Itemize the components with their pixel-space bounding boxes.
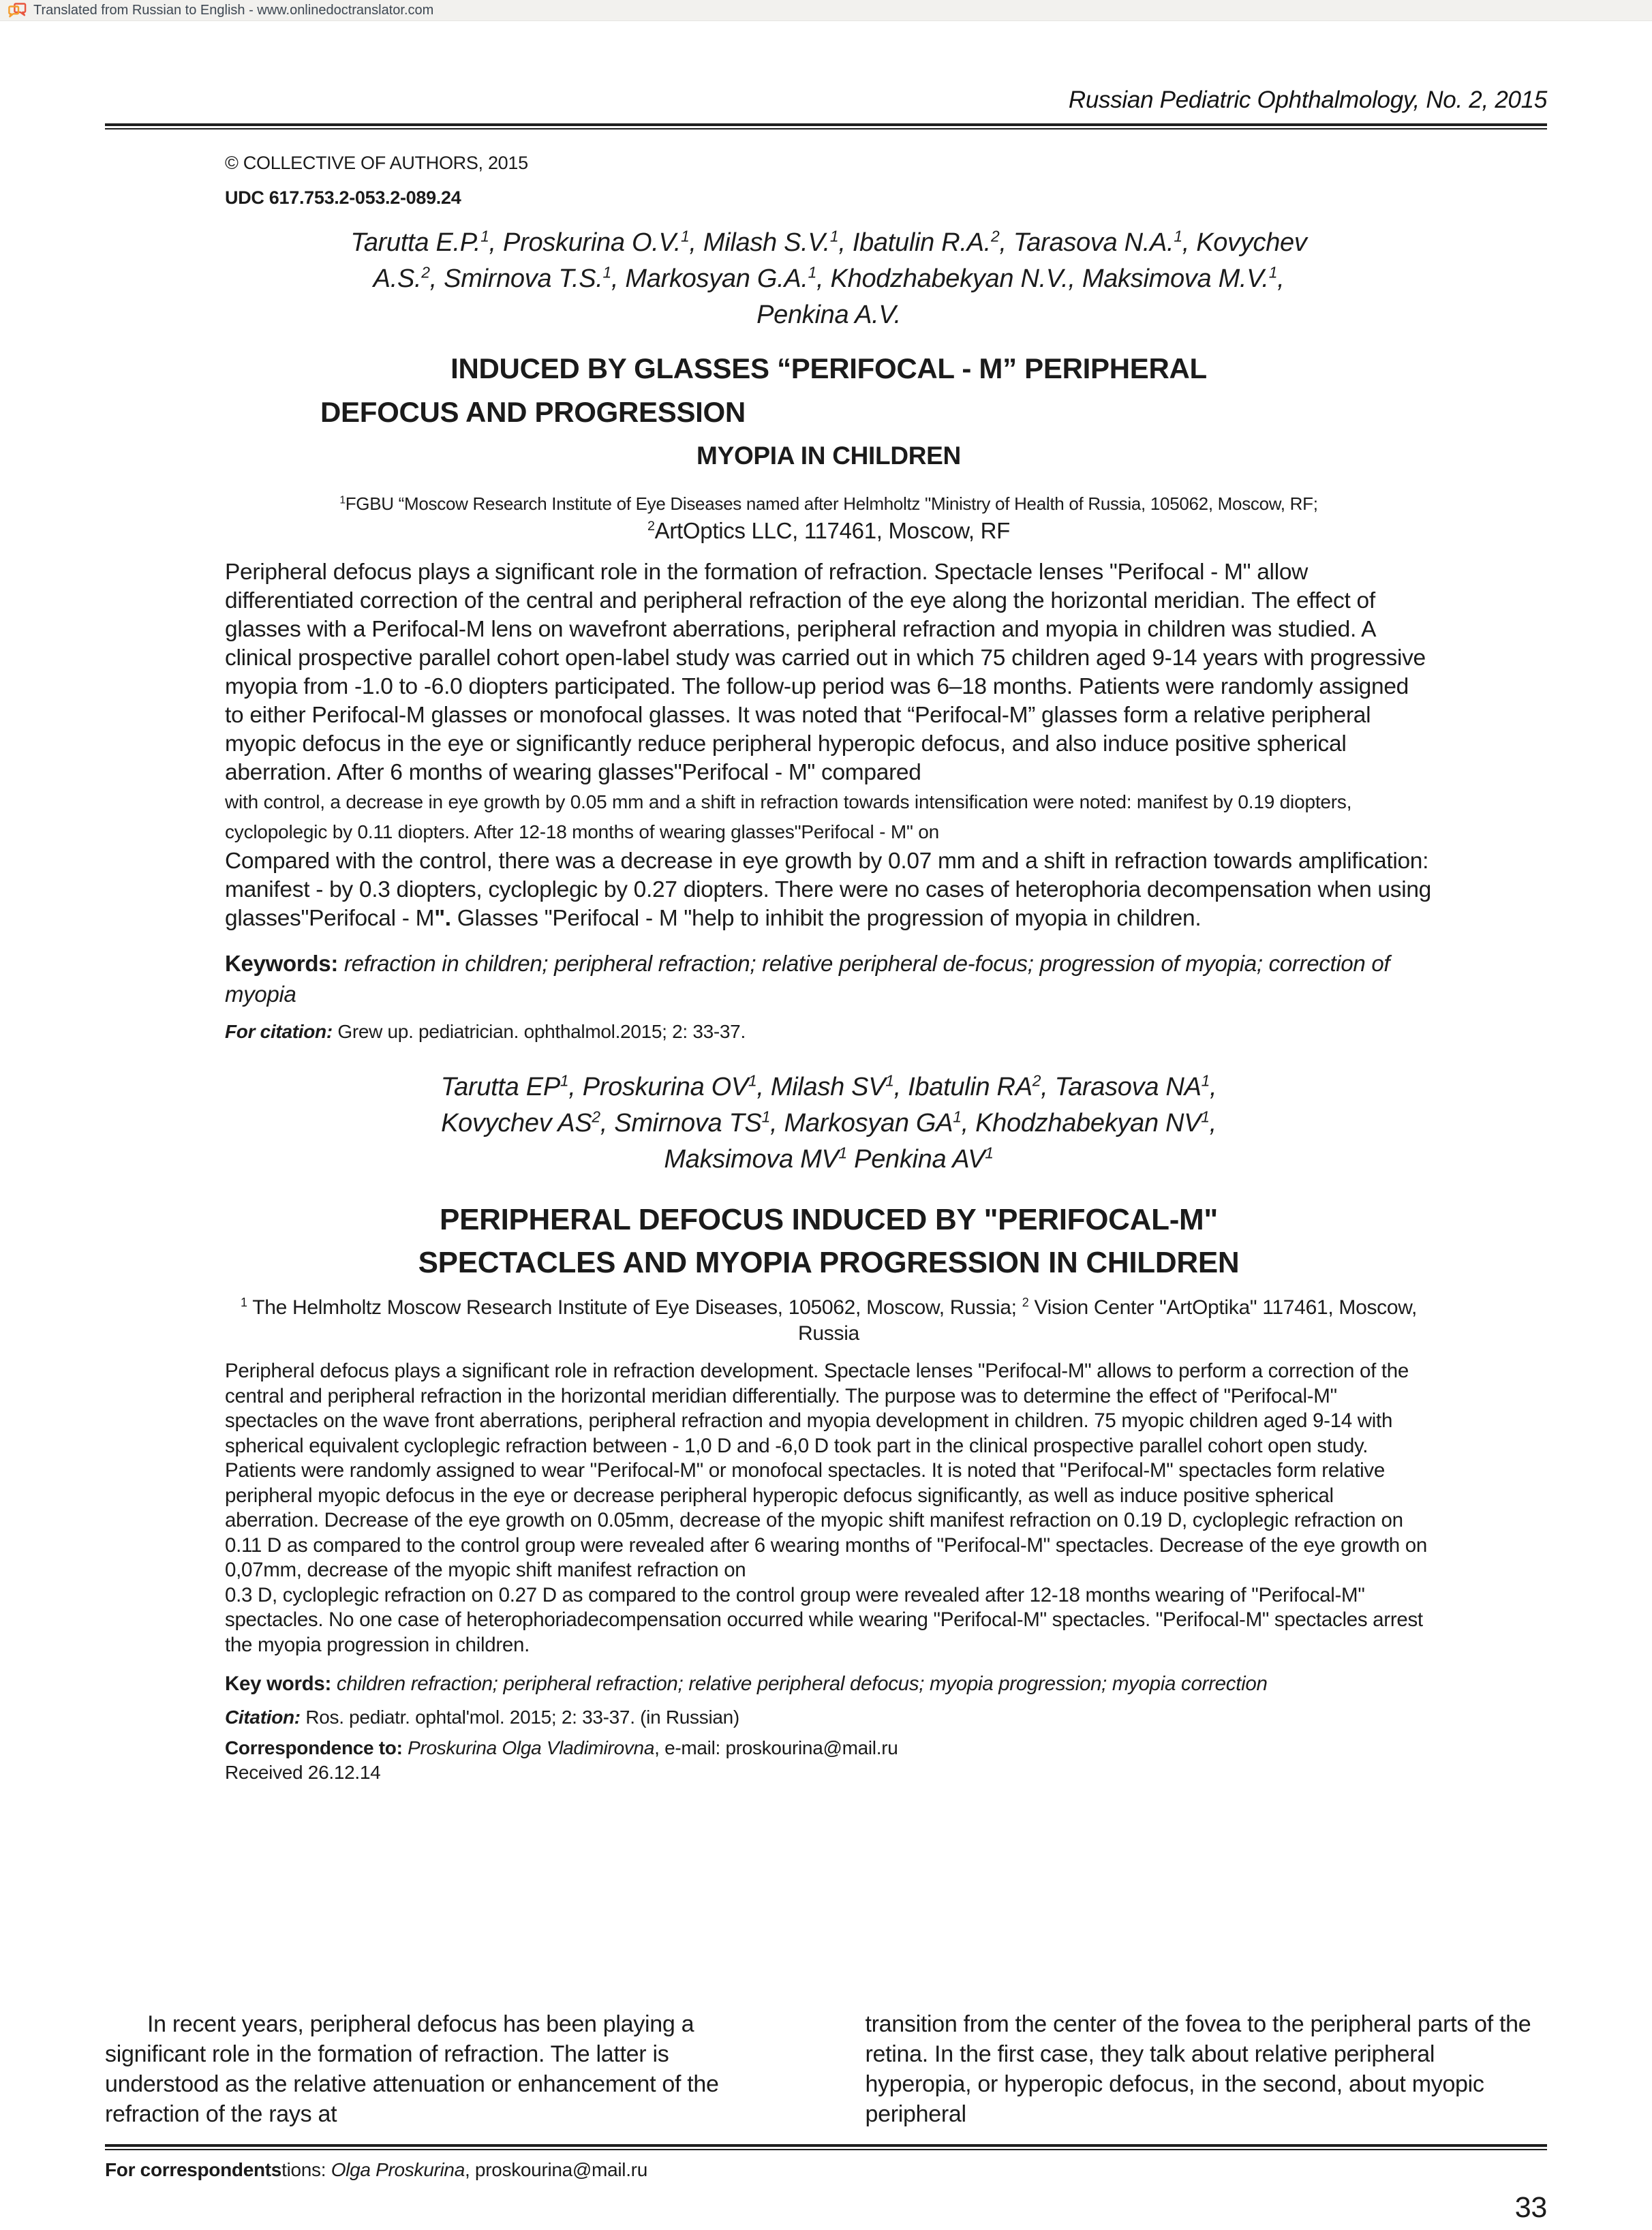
body-column-right [866,2009,1548,2129]
translator-banner[interactable] [0,0,1652,21]
udc-line: UDC 617.753.2-053.2-089.24 [225,187,461,208]
footer-rule [105,2144,1547,2150]
body-text-right: transition from the center of the fovea to the peripheral parts of the retina. In the first case, they talk about relative peripheral hyperopia, or hyperopic defocus, in the second, about myopic peripheral [865,2011,1531,2127]
copyright-line: © COLLECTIVE OF AUTHORS, 2015 [225,153,528,173]
article-title-ru [225,347,1433,478]
abstract-ru-paragraph-3: Compared with the control, there was a decrease in eye growth by 0.07 mm and a shift in refraction towards amplification: manifest - by 0.3 diopters, cycloplegic by 0.27 diopters. There were no cases of heterophoria decompensation when using glasses"Perifocal - M". Glasses "Perifocal - M "help to inhibit the progression of myopia in children. [225,849,1431,931]
authors-ru-line: A.S.$^2$, Smirnova T.S.$^1$, Markosyan G.A.$^1$, Khodzhabekyan N.V., Maksimova M.V.$^1$, [373,263,1285,293]
affiliation-ru-1: $^1$FGBU “Moscow Research Institute of Eye Diseases named after Helmholtz "Ministry of Health of Russia, 105062, Moscow, RF; [339,493,1318,514]
abstract-ru-paragraph-2: with control, a decrease in eye growth by 0.05 mm and a shift in refraction towards intensification were noted: manifest by 0.19 diopters, cyclopolegic by 0.11 diopters. After 12-18 months of wearing glasses"Perifocal - M" on [225,791,1352,842]
authors-ru-line: Penkina A.V. [756,301,901,329]
page-number: 33 [1514,2191,1547,2224]
article-title-ru-line3: MYOPIA IN CHILDREN [697,442,961,470]
affiliation-ru-2: $^2$ArtOptics LLC, 117461, Moscow, RF [647,518,1011,543]
authors-ru [225,225,1433,333]
journal-title: Russian Pediatric Ophthalmology, No. 2, 2015 [1068,87,1547,113]
header-rule [105,123,1547,129]
authors-en-line: Maksimova $MV^1$ Penkina $AV^1$ [664,1144,994,1174]
body-columns [105,2009,1547,2129]
abstract-ru-paragraph-1: Peripheral defocus plays a significant role in the formation of refraction. Spectacle lenses "Perifocal - M" allow differentiated correction of the central and peripheral refraction of the eye along the horizontal meridian. The effect of glasses with a Perifocal-M lens on wavefront aberrations, peripheral refraction and myopia in children was studied. A clinical prospective parallel cohort open-label study was carried out in which 75 children aged 9-14 years with progressive myopia from -1.0 to -6.0 diopters participated. The follow-up period was 6–18 months. Patients were randomly assigned to either Perifocal-M glasses or monofocal glasses. It was noted that “Perifocal-M” glasses form a relative peripheral myopic defocus in the eye or significantly reduce peripheral hyperopic defocus, and also induce positive spherical aberration. After 6 months of wearing glasses"Perifocal - M" compared [225,560,1426,785]
for-citation-line: For citation: Grew up. pediatrician. ophthalmol.2015; 2: 33-37. [225,1021,746,1042]
article-title-en-line1: PERIPHERAL DEFOCUS INDUCED BY "PERIFOCAL-M" [440,1203,1218,1236]
article-title-ru-line1: INDUCED BY GLASSES “PERIFOCAL - M” PERIPHERAL [450,352,1207,384]
article-title-en [225,1198,1433,1284]
page-content [105,87,1547,1784]
translator-banner-label: Translated from Russian to English - www.onlinedoctranslator.com [33,2,434,18]
affiliations-ru [225,491,1433,546]
keywords-ru-line: Keywords: refraction in children; peripheral refraction; relative peripheral de-focus; progression of myopia; correction of myopia [225,951,1390,1007]
article-title-en-line2: SPECTACLES AND MYOPIA PROGRESSION IN CHILDREN [418,1246,1240,1279]
page-bottom [105,2009,1547,2225]
body-text-left: In recent years, peripheral defocus has been playing a significant role in the formation of refraction. The latter is understood as the relative attenuation or enhancement of the refraction of the rays at [105,2011,719,2127]
article-title-ru-line2: DEFOCUS AND PROGRESSION [320,396,746,428]
body-column-left [105,2009,787,2129]
abstract-en: Peripheral defocus plays a significant role in refraction development. Spectacle lenses "Perifocal-M" allows to perform a correction of the central and peripheral refraction in the horizontal meridian differentially. The purpose was to determine the effect of "Perifocal-M" spectacles on the wave front aberrations, peripheral refraction and myopia development in children. 75 myopic children aged 9-14 with spherical equivalent cycloplegic refraction between - 1,0 D and -6,0 D took part in the clinical prospective parallel cohort open study. Patients were randomly assigned to wear "Perifocal-M" or monofocal spectacles. It is noted that "Perifocal-M" spectacles form relative peripheral myopic defocus in the eye or decrease peripheral hyperopic defocus significantly, as well as induce positive spherical aberration. Decrease of the eye growth on 0.05mm, decrease of the myopic shift manifest refraction on 0.19 D, cycloplegic refraction on 0.11 D as compared to the control group were revealed after 6 wearing months of "Perifocal-M" spectacles. Decrease of the eye growth on 0,07mm, decrease of the myopic shift manifest refraction on 0.3 D, cycloplegic refraction on 0.27 D as compared to the control group were revealed after 12-18 months wearing of "Perifocal-M" spectacles. No one case of heterophoriadecompensation occurred while wearing "Perifocal-M" spectacles. "Perifocal-M" spectacles arrest the myopia progression in children. [225,1360,1427,1656]
authors-en-line: Kovychev $AS^2$, Smirnova $TS^1$, Markosyan $GA^1$, Khodzhabekyan $NV^1$, [441,1108,1217,1137]
authors-en [225,1069,1433,1178]
article-block [225,153,1433,1784]
affiliation-en: $^1$ The Helmholtz Moscow Research Institute of Eye Diseases, 105062, Moscow, Russia; $^2$ Vision Center "ArtOptika" 117461, Moscow, Russia [240,1296,1418,1345]
keywords-en-line: Key words: children refraction; peripheral refraction; relative peripheral defocus; myopia progression; myopia correction [225,1672,1268,1695]
correspondence-line: Correspondence to: Proskurina Olga Vladimirovna, e-mail: proskourina@mail.ru [225,1737,898,1758]
translate-chat-icon [8,2,27,19]
received-line: Received 26.12.14 [225,1762,381,1783]
footer-correspondence-line: For correspondentstions: Olga Proskurina, proskourina@mail.ru [105,2159,647,2180]
authors-en-line: Tarutta $EP^1$, Proskurina $OV^1$, Milash $SV^1$, Ibatulin $RA^2$, Tarasova $NA^1$, [440,1071,1217,1101]
authors-ru-line: Tarutta E.P.$^1$, Proskurina O.V.$^1$, Milash S.V.$^1$, Ibatulin R.A.$^2$, Tarasova N.A.$^1$, Kovychev [350,227,1307,257]
citation-line: Citation: Ros. pediatr. ophtal'mol. 2015; 2: 33-37. (in Russian) [225,1707,739,1728]
